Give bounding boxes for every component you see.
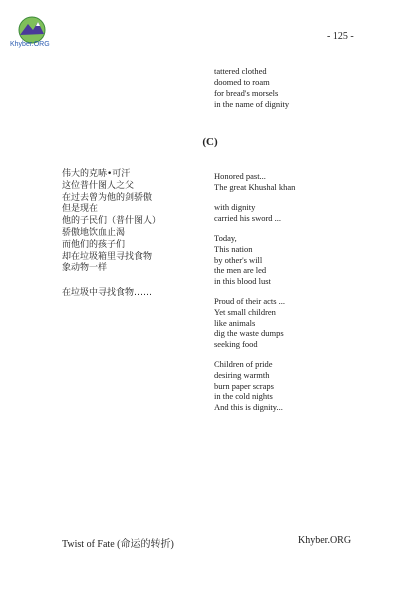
stanza-gap (214, 192, 295, 202)
english-line: with dignity (214, 202, 256, 213)
english-line: in the cold nights (214, 391, 273, 402)
chinese-poem (62, 169, 161, 300)
chinese-line: 骄傲地饮血止渴 (62, 227, 126, 238)
verse-line: tattered clothed (214, 66, 267, 76)
verse-line: for bread's morsels (214, 88, 279, 98)
english-line: The great Khushal khan (214, 181, 296, 192)
english-poem (214, 171, 295, 412)
english-line: the men are led (214, 265, 267, 276)
chinese-line: 他的子民们（普什图人） (62, 216, 162, 227)
chinese-line: 但是现在 (62, 204, 99, 215)
section-label: (C) (202, 136, 218, 148)
chinese-line: 在垃圾中寻找食物…… (62, 288, 153, 299)
english-line: dig the waste dumps (214, 328, 284, 339)
stanza-gap (214, 286, 295, 296)
footer-title: Twist of Fate (命运的转折) (62, 539, 174, 550)
chinese-line: 伟大的克哧•可汗 (62, 169, 131, 179)
english-line: Yet small children (214, 306, 276, 317)
stanza-gap (214, 349, 295, 359)
english-line: like animals (214, 317, 256, 328)
english-line: desiring warmth (214, 369, 270, 380)
english-line: Proud of their acts ... (214, 296, 286, 307)
stanza-gap (62, 275, 161, 288)
chinese-line: 却在垃圾箱里寻找食物 (62, 251, 153, 262)
english-line: And this is dignity... (214, 401, 283, 412)
english-line: in this blood lust (214, 275, 271, 286)
chinese-line: 这位普什图人之父 (62, 180, 135, 191)
chinese-line: 象动物一样 (62, 263, 108, 274)
khyber-logo (12, 14, 52, 54)
english-line: burn paper scraps (214, 380, 274, 391)
english-line: seeking food (214, 338, 258, 349)
english-line: This nation (214, 243, 253, 254)
chinese-line: 而他们的孩子们 (62, 239, 126, 250)
stanza-gap (214, 223, 295, 233)
verse-line: doomed to roam (214, 77, 270, 87)
verse-line: in the name of dignity (214, 99, 290, 109)
page-number: - 125 - (327, 31, 354, 42)
english-line: Children of pride (214, 359, 273, 370)
footer-site: Khyber.ORG (298, 535, 352, 546)
english-line: Honored past... (214, 171, 266, 181)
top-verse (214, 66, 289, 110)
english-line: by other's will (214, 254, 263, 265)
english-line: Today, (214, 233, 237, 244)
chinese-line: 在过去曾为他的剑骄傲 (62, 192, 153, 203)
logo-text: Khyber.ORG (10, 41, 50, 48)
english-line: carried his sword ... (214, 212, 282, 223)
